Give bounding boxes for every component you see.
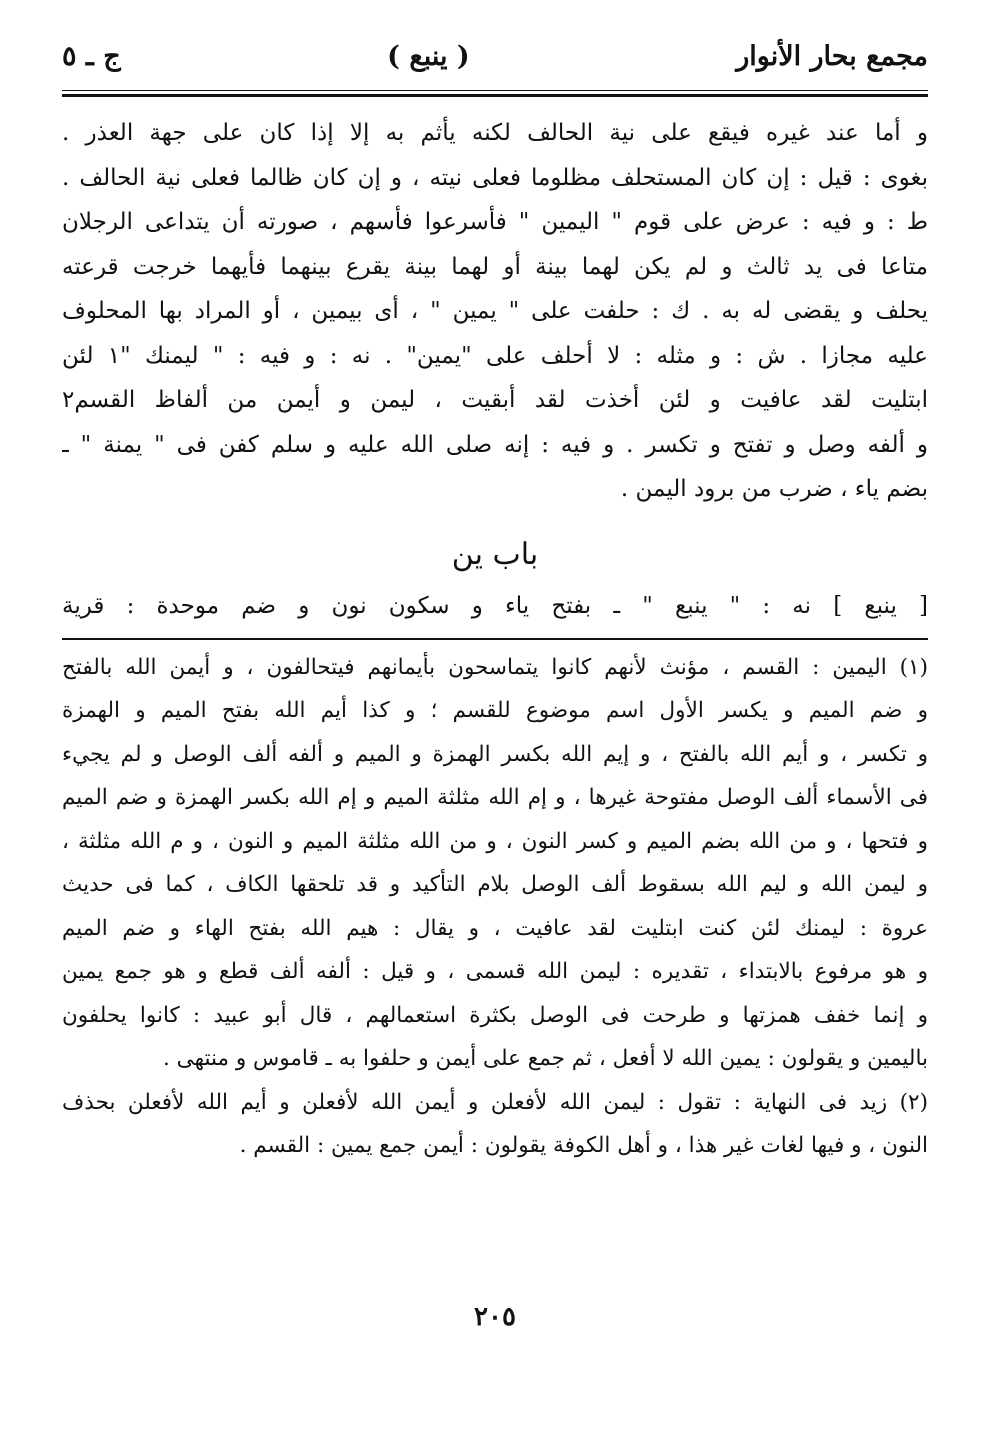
footnote-line: و ليمن الله و ليم الله بسقوط ألف الوصل بلام التأكيد و قد تلحقها الكاف ، كما فى حديث: [62, 872, 928, 897]
book-title: مجمع بحار الأنوار: [736, 40, 928, 72]
footnote-line: (١) اليمين : القسم ، مؤنث لأنهم كانوا يتماسحون بأيمانهم فيتحالفون ، و أيمن الله بالفتح: [62, 654, 928, 680]
text-line: يحلف و يقضى له به . ك : حلفت على " يمين " ، أى بيمين ، أو المراد بها المحلوف: [62, 298, 928, 324]
main-text: [62, 111, 928, 512]
footnote-line: و إنما خفف همزتها و طرحت فى الوصل بكثرة استعمالهم ، قال أبو عبيد : كانوا يحلفون: [62, 1002, 928, 1028]
footnote-line: النون ، و فيها لغات غير هذا ، و أهل الكوفة يقولون : أيمن جمع يمين : القسم .: [239, 1133, 928, 1158]
footnote-rule: [62, 638, 928, 640]
text-line: ط : و فيه : عرض على قوم " اليمين " فأسرعوا فأسهم ، صورته أن يتداعى الرجلان: [62, 209, 928, 235]
running-header: [62, 30, 928, 82]
page-number: ٢٠٥: [474, 1302, 516, 1332]
text-line: و أما عند غيره فيقع على نية الحالف لكنه يأثم به إلا إذا كان على جهة العذر .: [62, 120, 928, 146]
footnotes: [62, 646, 928, 1168]
entry-heading: ( ينبع ): [387, 40, 470, 72]
header-rule-thick: [62, 94, 928, 97]
footnote-line: فى الأسماء ألف الوصل مفتوحة غيرها ، و إم الله مثلثة الميم و إم الله بكسر الهمزة و ضم الميم: [62, 785, 928, 810]
text-line: بضم ياء ، ضرب من برود اليمن .: [620, 476, 928, 502]
text-line: متاعا فى يد ثالث و لم يكن لهما بينة أو لهما بينة يقرع بينهما فأيهما خرجت قرعته: [62, 253, 928, 280]
chapter-title: باب ين: [451, 536, 539, 572]
footnote-line: (٢) زيد فى النهاية : تقول : ليمن الله لأفعلن و أيمن الله لأفعلن و أيم الله لأفعلن بحذف: [62, 1089, 928, 1115]
book-page: [62, 30, 928, 1410]
footnote-line: و ضم الميم و يكسر الأول اسم موضوع للقسم ؛ و كذا أيم الله بفتح الميم و الهمزة: [62, 698, 928, 723]
footnote-line: عروة : ليمنك لئن كنت ابتليت لقد عافيت ، و يقال : هيم الله بفتح الهاء و ضم الميم: [62, 915, 928, 941]
volume-number: ج ـ ٥: [62, 40, 121, 72]
text-line: بغوى : قيل : إن كان المستحلف مظلوما فعلى نيته ، و إن كان ظالما فعلى نية الحالف .: [62, 164, 928, 191]
text-line: و ألفه وصل و تفتح و تكسر . و فيه : إنه صلى الله عليه و سلم كفن فى " يمنة " ـ: [62, 431, 928, 458]
text-line: عليه مجازا . ش : و مثله : لا أحلف على "يمين" . نه : و فيه : " ليمنك "١ لئن: [62, 342, 928, 369]
footnote-line: و فتحها ، و من الله بضم الميم و كسر النون ، و من الله مثلثة الميم و النون ، و م الله مثلثة ،: [62, 828, 928, 854]
footnote-line: باليمين و يقولون : يمين الله لا أفعل ، ثم جمع على أيمن و حلفوا به ـ قاموس و منتهى .: [163, 1046, 928, 1071]
footnote-line: و هو مرفوع بالابتداء ، تقديره : ليمن الله قسمى ، و قيل : ألفه ألف قطع و هو جمع يمين: [62, 959, 928, 984]
entry-line: [ ينبع ] نه : " ينبع " ـ بفتح ياء و سكون نون و ضم موحدة : قرية: [62, 592, 928, 619]
text-line: ابتليت لقد عافيت و لئن أخذت لقد أبقيت ، ليمن و أيمن من ألفاظ القسم٢: [62, 387, 928, 413]
footnote-line: و تكسر ، و أيم الله بالفتح ، و إيم الله بكسر الهمزة و الميم و ألفه ألف الوصل و لم يجيء: [62, 741, 928, 767]
header-rule-thin: [62, 90, 928, 91]
